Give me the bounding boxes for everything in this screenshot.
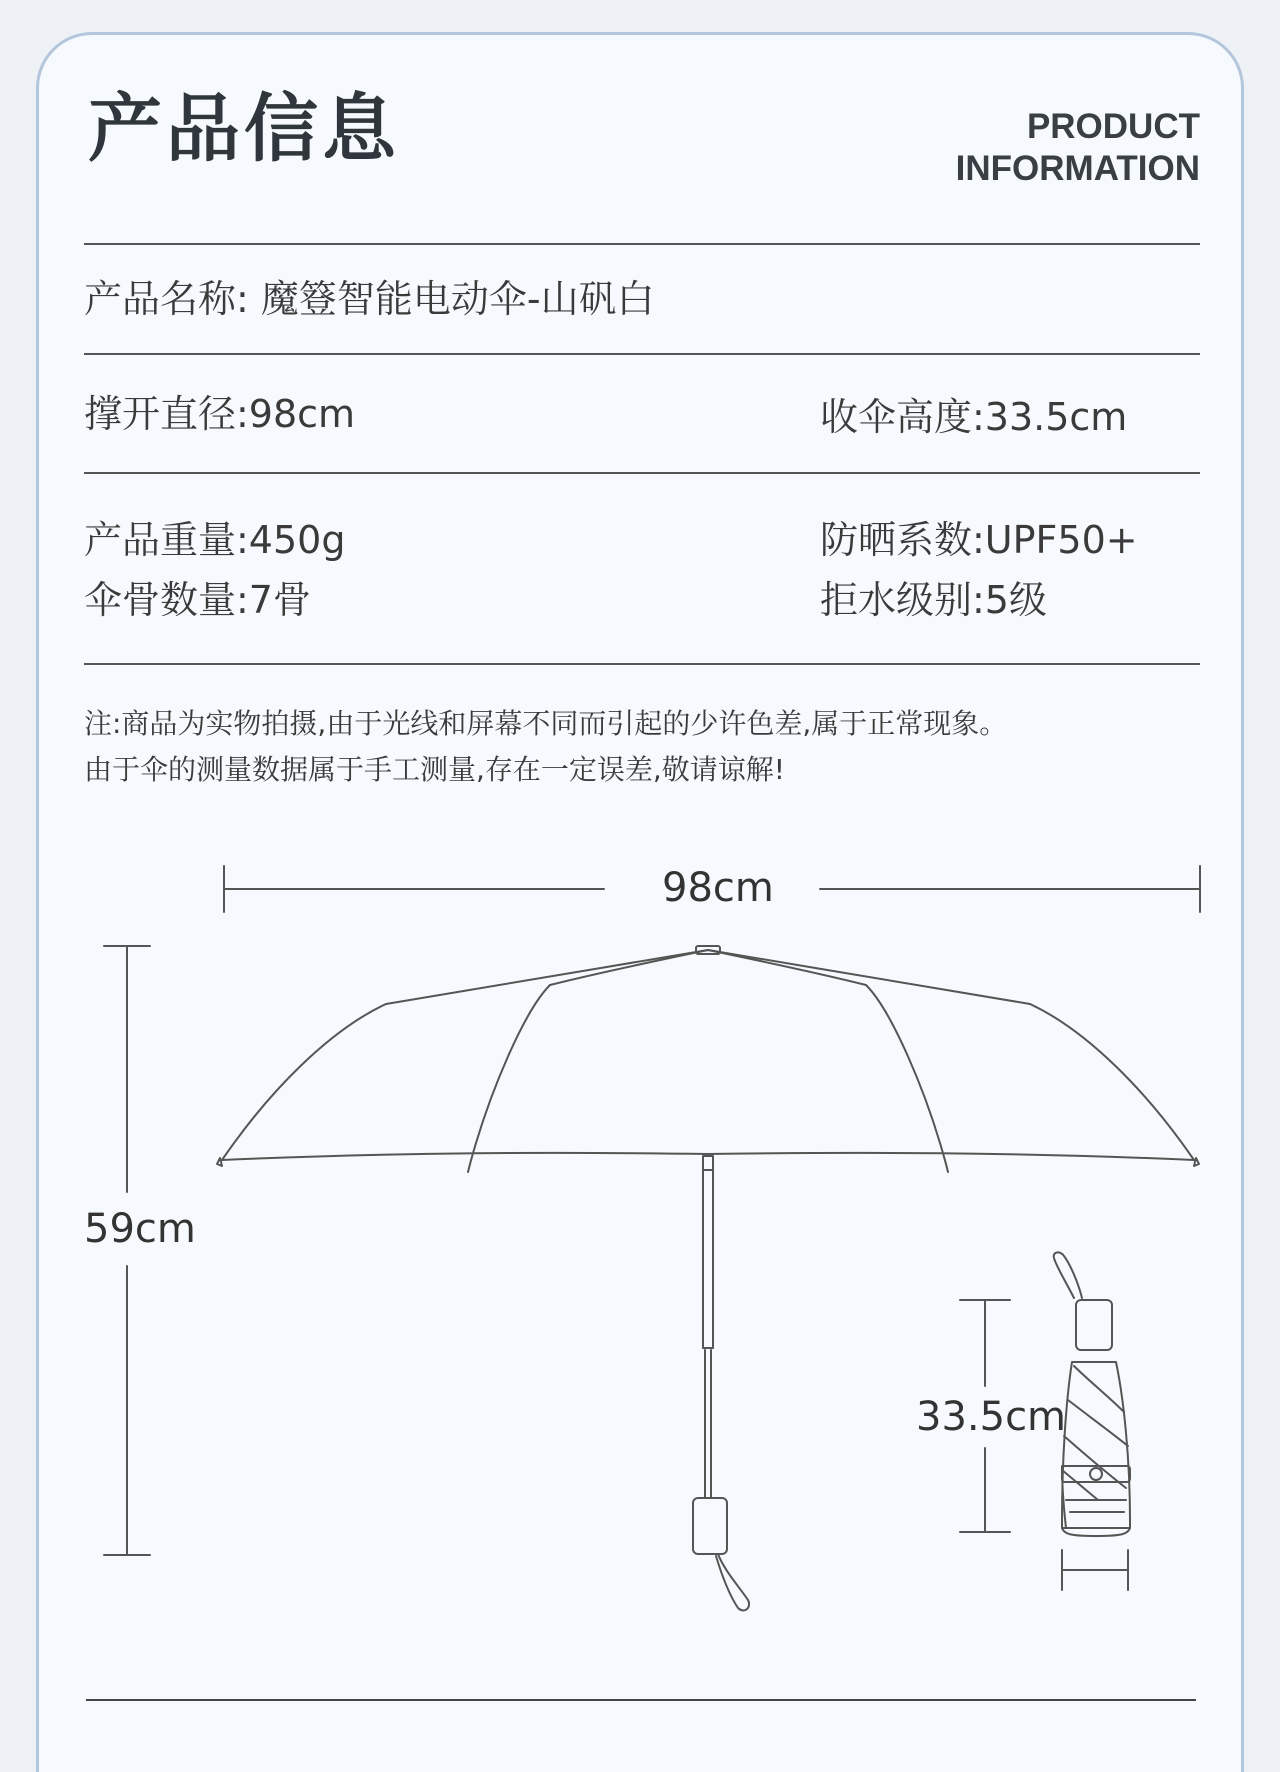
subtitle-line-2: INFORMATION [955, 149, 1200, 188]
spec-weight: 产品重量:450g [84, 518, 346, 562]
spec-product-name: 产品名称: 魔簦智能电动伞-山矾白 [84, 277, 655, 321]
spec-water-repellency: 拒水级别:5级 [820, 578, 1047, 622]
spec-ribs: 伞骨数量:7骨 [84, 578, 311, 622]
note-line-1: 注:商品为实物拍摄,由于光线和屏幕不同而引起的少许色差,属于正常现象。 [84, 707, 1008, 740]
folded-width-dimension-line [1062, 1550, 1128, 1590]
width-dimension-label: 98cm [662, 865, 774, 911]
note-line-2: 由于伞的测量数据属于手工测量,存在一定误差,敬请谅解! [84, 753, 786, 786]
page-title: 产品信息 [88, 86, 400, 172]
folded-height-label: 33.5cm [916, 1394, 1067, 1440]
height-dimension-label: 59cm [84, 1206, 196, 1252]
spec-open-diameter: 撑开直径:98cm [84, 392, 356, 436]
open-umbrella-icon [217, 946, 1199, 1610]
spec-uv-rating: 防晒系数:UPF50+ [820, 518, 1138, 562]
spec-folded-height: 收伞高度:33.5cm [820, 395, 1128, 439]
subtitle-line-1: PRODUCT [1026, 107, 1200, 146]
